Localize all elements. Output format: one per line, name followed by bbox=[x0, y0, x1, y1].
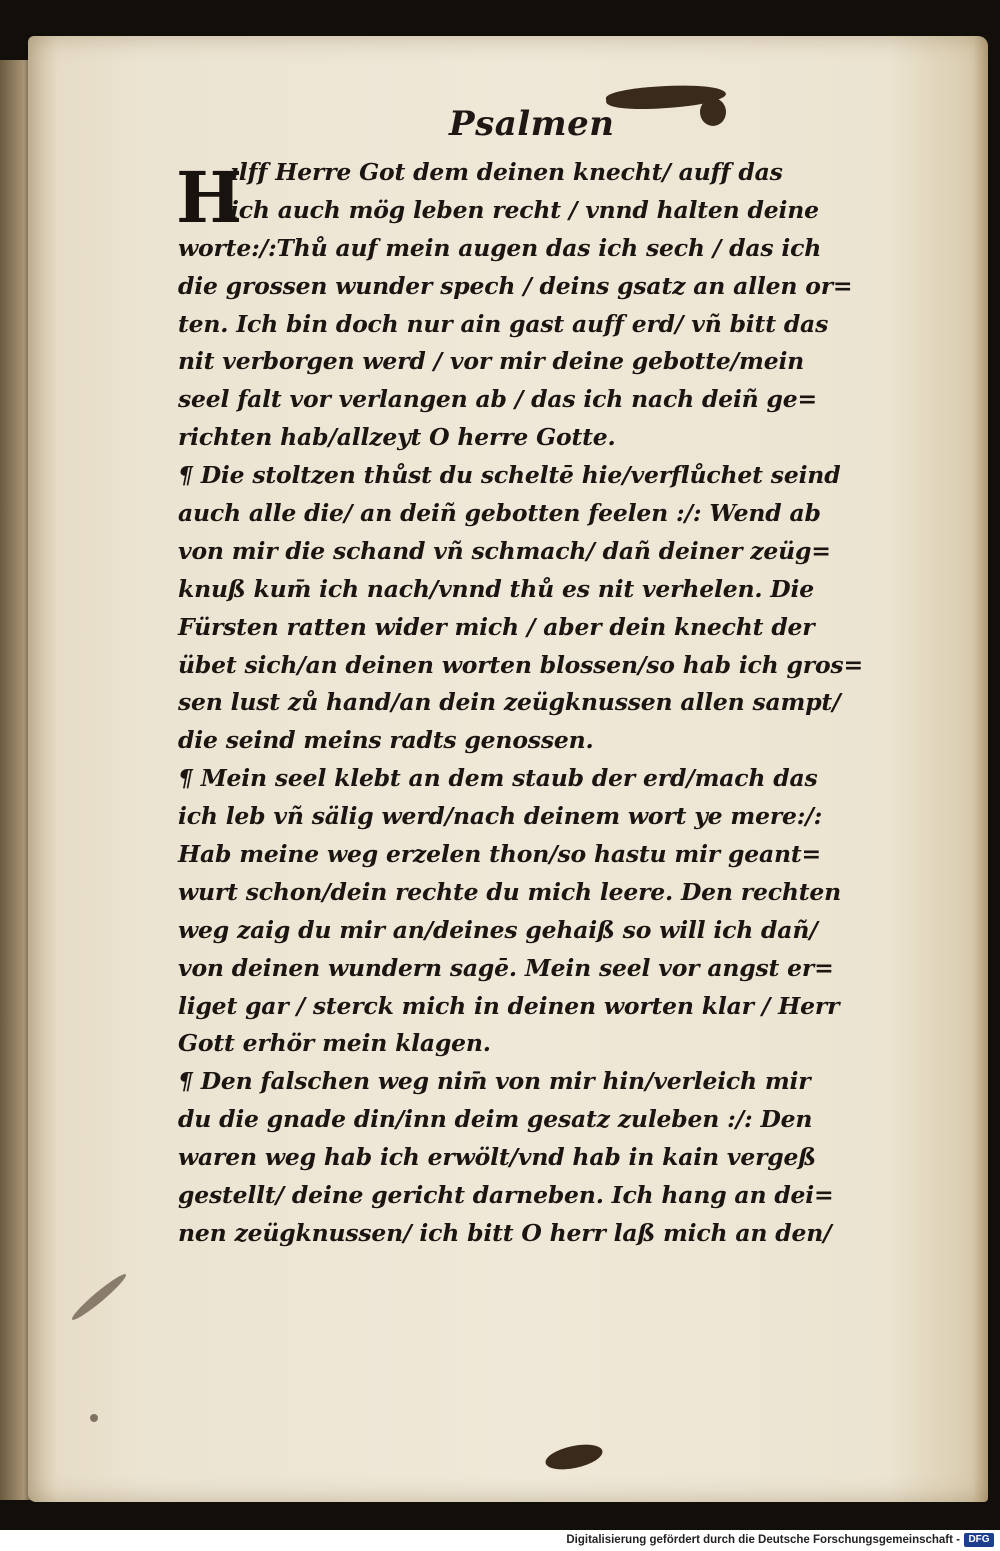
dfg-logo[interactable]: DFG bbox=[964, 1533, 994, 1547]
footer-credit: Digitalisierung gefördert durch die Deutsche Forschungsgemeinschaft - bbox=[566, 1534, 960, 1546]
text-line: seel falt vor verlangen ab / das ich nach deiñ ge= bbox=[178, 385, 818, 414]
text-line: waren weg hab ich erwölt/vnd hab in kain vergeß bbox=[178, 1143, 816, 1172]
text-line: knuß kum̄ ich nach/vnnd thů es nit verhelen. Die bbox=[178, 574, 814, 603]
text-line: Gott erhör mein klagen. bbox=[178, 1029, 491, 1058]
text-line: gestellt/ deine gericht darneben. Ich hang an dei= bbox=[178, 1181, 834, 1210]
text-line: übet sich/an deinen worten blossen/so hab ich gros= bbox=[178, 650, 863, 679]
text-line: ten. Ich bin doch nur ain gast auff erd/ vñ bitt das bbox=[178, 309, 829, 338]
text-line: nen zeügknussen/ ich bitt O herr laß mich an den/ bbox=[178, 1218, 832, 1247]
text-line: die grossen wunder spech / deins gsatz an allen or= bbox=[178, 271, 853, 300]
text-line: liget gar / sterck mich in deinen worten klar / Herr bbox=[178, 991, 840, 1020]
text-line: ılff Herre Got dem deinen knecht/ auff das bbox=[230, 158, 783, 186]
text-line: von deinen wundern sagē. Mein seel vor angst er= bbox=[178, 953, 834, 982]
text-line: von mir die schand vñ schmach/ dañ deiner zeüg= bbox=[178, 536, 831, 565]
text-line: weg zaig du mir an/deines gehaiß so will ich dañ/ bbox=[178, 915, 818, 944]
text-line: ich auch mög leben recht / vnnd halten deine bbox=[230, 195, 819, 224]
running-head: Psalmen bbox=[449, 104, 615, 144]
text-line: ich leb vñ sälig werd/nach deinem wort ye mere:/: bbox=[178, 802, 823, 831]
text-line: ¶ Den falschen weg nim̄ von mir hin/verleich mir bbox=[178, 1067, 811, 1096]
text-body bbox=[178, 154, 890, 1253]
text-line: ¶ Die stoltzen thůst du scheltē hie/verflůchet seind bbox=[178, 461, 841, 490]
text-line: Hab meine weg erzelen thon/so hastu mir geant= bbox=[178, 840, 822, 869]
text-line: wurt schon/dein rechte du mich leere. Den rechten bbox=[178, 877, 842, 906]
text-line: die seind meins radts genossen. bbox=[178, 726, 594, 755]
text-line: nit verborgen werd / vor mir deine gebotte/mein bbox=[178, 347, 805, 376]
text-line: auch alle die/ an deiñ gebotten feelen :/: Wend ab bbox=[178, 499, 821, 528]
text-line: du die gnade din/inn deim gesatz zuleben :/: Den bbox=[178, 1105, 813, 1134]
text-line: sen lust zů hand/an dein zeügknussen allen sampt/ bbox=[178, 688, 841, 717]
ink-dot-left bbox=[90, 1414, 98, 1422]
text-line: worte:/:Thů auf mein augen das ich sech / das ich bbox=[178, 233, 822, 262]
text-line: richten hab/allzeyt O herre Gotte. bbox=[178, 423, 616, 452]
ink-stain-top-drip bbox=[700, 98, 726, 126]
text-line: ¶ Mein seel klebt an dem staub der erd/mach das bbox=[178, 764, 818, 793]
decorated-initial: H bbox=[176, 156, 243, 239]
text-line: Fürsten ratten wider mich / aber dein knecht der bbox=[178, 612, 815, 641]
